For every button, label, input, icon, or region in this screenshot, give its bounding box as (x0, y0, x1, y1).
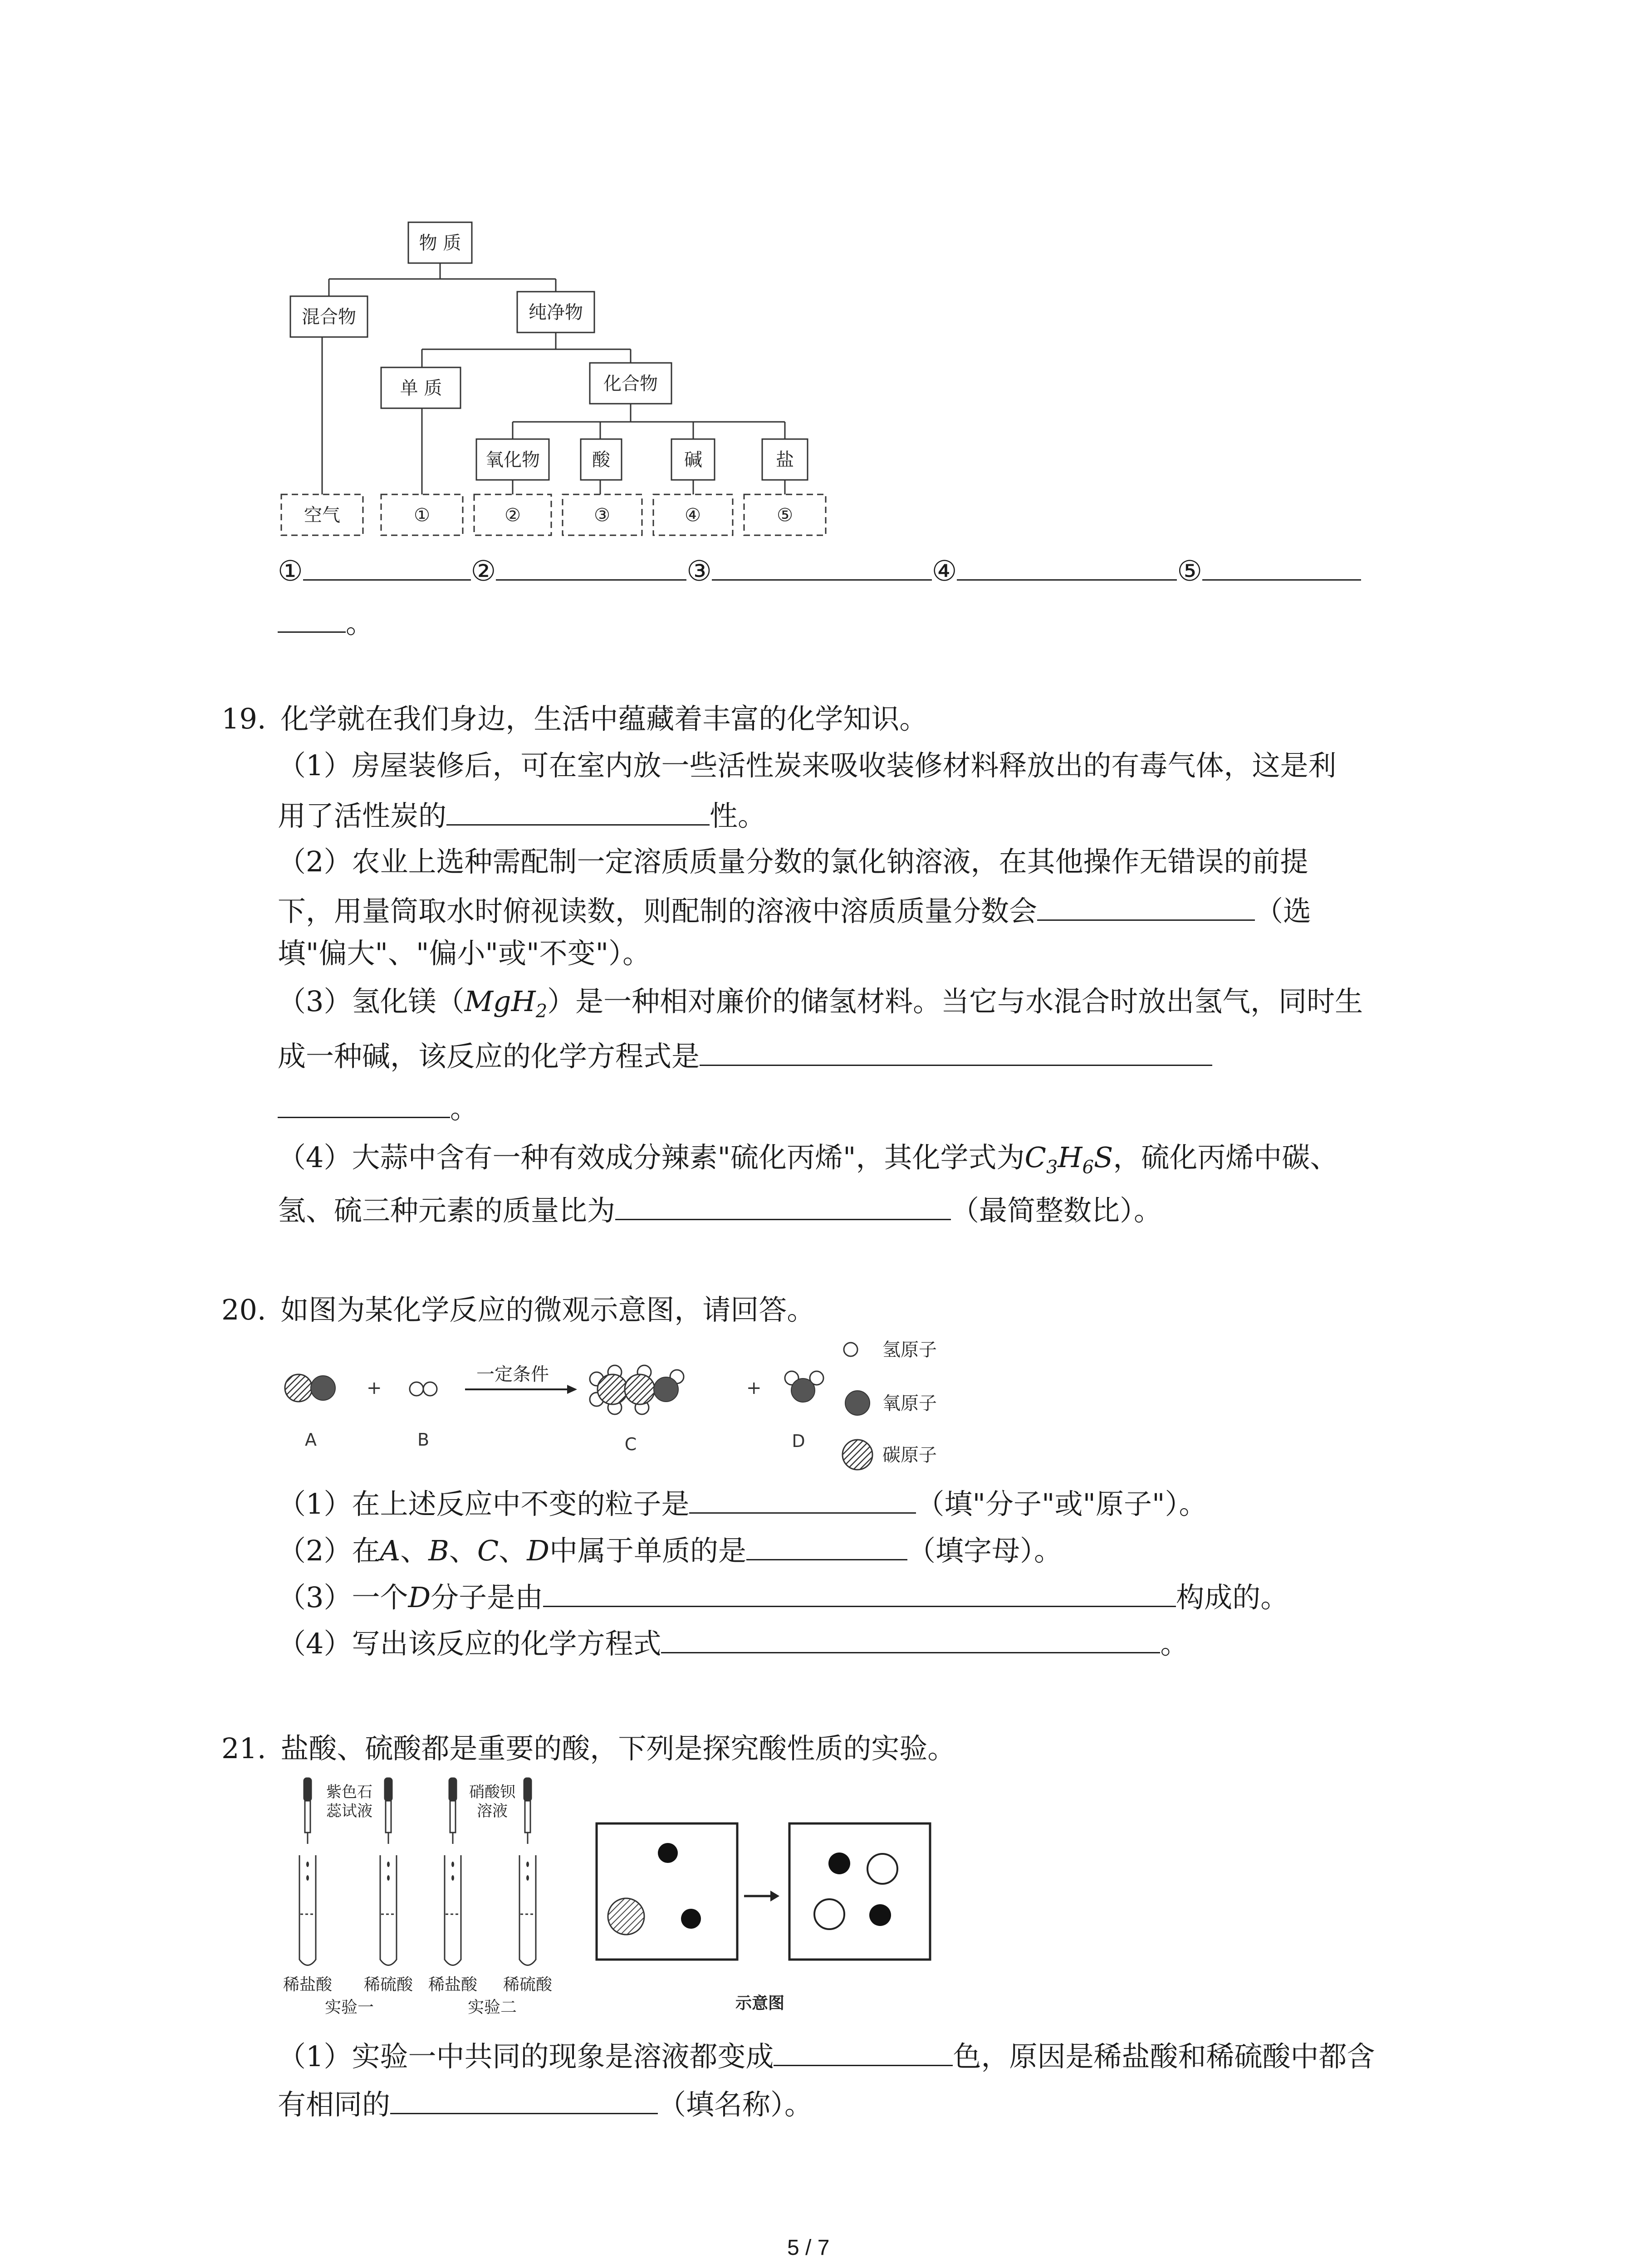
carbon-atom (285, 1374, 312, 1402)
q19-formula-c: C (1024, 1141, 1046, 1174)
white-particle (814, 1899, 844, 1929)
legend-hydrogen-icon (844, 1343, 857, 1356)
q19-part3-blank-cont[interactable] (278, 1089, 450, 1118)
q20-part2-suffix: （填字母）。 (907, 1534, 1063, 1567)
dropper-label-1a: 紫色石 (326, 1783, 372, 1801)
hydrogen-atom (410, 1382, 423, 1396)
label-a: A (305, 1430, 317, 1450)
molecule-c (590, 1365, 684, 1414)
black-particle (658, 1843, 678, 1863)
q19-part3-line3 (278, 1089, 478, 1127)
q18-blank-5[interactable] (1202, 551, 1361, 581)
q18-mark-5: ⑤ (1177, 554, 1202, 587)
reaction-arrowhead (567, 1385, 577, 1394)
q19-part4-line2 (278, 1191, 1162, 1229)
q19-part2-suffix: （选 (1255, 894, 1312, 928)
q19-part3-end: 。 (450, 1092, 479, 1125)
schematic-after (789, 1823, 930, 1960)
tree-label-oxide: 氧化物 (485, 450, 540, 470)
q20-part4-suffix: 。 (1160, 1627, 1189, 1660)
black-particle (681, 1909, 701, 1929)
q18-blank-2[interactable] (496, 551, 686, 581)
molecule-a (285, 1374, 335, 1402)
q20-part3-blank[interactable] (543, 1578, 1176, 1607)
q19-part2-line1: （2）农业上选种需配制一定溶质质量分数的氯化钠溶液，在其他操作无错误的前提 (278, 845, 1308, 878)
q18-answer-line-2 (278, 603, 374, 641)
q20-part3-suffix: 构成的。 (1176, 1581, 1289, 1614)
tree-label-c5: ⑤ (777, 505, 793, 526)
oxygen-atom (791, 1378, 815, 1402)
q19-part2-blank[interactable] (1037, 891, 1255, 921)
test-tube-icon (519, 1855, 536, 1965)
q20-part4 (278, 1624, 1188, 1662)
q21-part1-line2 (278, 2085, 813, 2123)
tree-label-salt: 盐 (776, 450, 794, 470)
q19-part1-line2 (278, 796, 766, 834)
q20-part3-prefix: （3）一个 (278, 1581, 408, 1614)
q19-part1-blank[interactable] (446, 796, 710, 826)
q20-number: 20. (221, 1293, 266, 1326)
q19-part3-blank[interactable] (700, 1036, 1212, 1066)
tube-label-4: 稀硫酸 (503, 1975, 553, 1994)
hydrogen-atom (423, 1382, 437, 1396)
q18-mark-4: ④ (931, 554, 957, 587)
q18-end: 。 (346, 606, 374, 640)
q19-formula-s: S (1093, 1141, 1113, 1174)
q21-part1-prefix: （1）实验一中共同的现象是溶液都变成 (278, 2040, 774, 2073)
q21-part1-line2-prefix: 有相同的 (278, 2088, 391, 2121)
tree-label-acid: 酸 (592, 450, 610, 470)
dropper-label-2a: 硝酸钡 (469, 1783, 515, 1801)
dropper-icon (449, 1778, 456, 1844)
q20-part1 (278, 1484, 1207, 1522)
q18-blank-5-cont[interactable] (278, 603, 346, 633)
q21-stem-text: 盐酸、硫酸都是重要的酸，下列是探究酸性质的实验。 (280, 1732, 956, 1765)
tree-label-c1: ① (414, 505, 430, 526)
experiment-1-label: 实验一 (324, 1998, 374, 2017)
q20-part3-letter-d: D (408, 1581, 431, 1614)
q19-part2-prefix: 下，用量筒取水时俯视读数，则配制的溶液中溶质质量分数会 (278, 894, 1038, 928)
tree-label-c4: ④ (685, 505, 701, 526)
q19-part3-suffix: ）是一种相对廉价的储氢材料。当它与水混合时放出氢气，同时生 (547, 985, 1363, 1018)
q21-part1-blank-2[interactable] (390, 2085, 658, 2114)
q19-part4-line2-suffix: （最简整数比）。 (951, 1194, 1162, 1227)
tree-label-compound: 化合物 (603, 373, 658, 394)
schematic-arrowhead (770, 1891, 779, 1901)
q20-part4-prefix: （4）写出该反应的化学方程式 (278, 1627, 661, 1660)
label-b: B (417, 1430, 430, 1450)
q20-part2-prefix: （2）在 (278, 1534, 380, 1567)
q18-blank-4[interactable] (957, 551, 1177, 581)
q19-part1-prefix: 用了活性炭的 (278, 799, 447, 832)
reaction-microscopic-diagram (272, 1331, 975, 1481)
q20-part3-mid: 分子是由 (431, 1581, 544, 1614)
tube-label-1: 稀盐酸 (283, 1975, 333, 1994)
q21-part1-suffix: 色，原因是稀盐酸和稀硫酸中都含 (953, 2040, 1375, 2073)
dropper-label-1b: 蕊试液 (326, 1802, 372, 1820)
q20-part2-mid: 中属于单质的是 (549, 1534, 747, 1567)
legend-hydrogen-label: 氢原子 (882, 1339, 937, 1360)
q20-part2-blank[interactable] (746, 1531, 907, 1560)
q20-letter-a: A (380, 1534, 401, 1567)
tube-label-2: 稀硫酸 (363, 1975, 413, 1994)
q19-formula-c-sub: 3 (1046, 1157, 1058, 1178)
q19-part2-line2 (278, 891, 1311, 929)
q19-part4-line2-prefix: 氢、硫三种元素的质量比为 (278, 1194, 616, 1227)
q20-part2 (278, 1531, 1062, 1569)
test-tube-icon (380, 1855, 397, 1965)
q19-part1-line1: （1）房屋装修后，可在室内放一些活性炭来吸收装修材料释放出的有毒气体，这是利 (278, 749, 1337, 782)
tree-label-c2: ② (505, 505, 521, 526)
q21-part1-line2-suffix: （填名称）。 (658, 2088, 813, 2121)
q19-part3-line2 (278, 1036, 1212, 1075)
q19-part4-suffix: ，硫化丙烯中碳、 (1113, 1141, 1338, 1174)
black-particle (869, 1904, 891, 1926)
carbon-atom (625, 1374, 655, 1404)
q20-sep: 、 (400, 1534, 429, 1567)
test-tube-icon (299, 1855, 316, 1965)
q20-part4-blank[interactable] (661, 1624, 1160, 1653)
plus-sign-1: + (367, 1378, 382, 1398)
q19-stem-text: 化学就在我们身边，生活中蕴藏着丰富的化学知识。 (280, 702, 928, 735)
tree-label-element: 单 质 (400, 378, 442, 399)
black-particle (828, 1853, 850, 1874)
q19-part4-blank[interactable] (615, 1191, 951, 1220)
test-tube-icon (445, 1855, 461, 1965)
dropper-icon (385, 1778, 392, 1844)
tree-label-pure: 纯净物 (529, 302, 583, 323)
label-d: D (792, 1431, 805, 1451)
q19-number: 19. (221, 702, 266, 735)
tree-label-root: 物 质 (419, 233, 461, 254)
tree-label-mixture: 混合物 (302, 307, 356, 327)
q21-part1-blank-1[interactable] (774, 2037, 953, 2066)
q19-stem (221, 701, 927, 737)
page-number: 5 / 7 (787, 2236, 830, 2260)
q20-part1-blank[interactable] (689, 1484, 916, 1514)
q18-blank-3[interactable] (712, 551, 932, 581)
atom-legend (843, 1339, 937, 1470)
q21-number: 21. (221, 1732, 266, 1765)
tube-label-3: 稀盐酸 (428, 1975, 478, 1994)
q18-mark-2: ② (470, 554, 496, 587)
test-tube-group (299, 1855, 536, 1965)
tree-label-air: 空气 (304, 505, 340, 526)
q20-stem-text: 如图为某化学反应的微观示意图，请回答。 (280, 1293, 815, 1326)
oxygen-atom (654, 1377, 678, 1402)
q18-blank-1[interactable] (303, 551, 471, 581)
dropper-label-2b: 溶液 (477, 1802, 508, 1820)
q20-stem (221, 1292, 815, 1328)
q19-formula-mgh2: MgH (464, 985, 536, 1018)
reaction-condition: 一定条件 (476, 1364, 549, 1385)
legend-oxygen-icon (845, 1391, 870, 1415)
classification-tree-diagram (272, 213, 839, 549)
q19-formula-h-sub: 6 (1082, 1157, 1094, 1178)
q19-formula-h: H (1058, 1141, 1083, 1174)
legend-oxygen-label: 氧原子 (882, 1393, 937, 1414)
label-c: C (624, 1434, 637, 1454)
q20-part1-prefix: （1）在上述反应中不变的粒子是 (278, 1487, 690, 1520)
q18-mark-1: ① (278, 554, 303, 587)
q19-part3-line2-prefix: 成一种碱，该反应的化学方程式是 (278, 1040, 700, 1073)
tree-label-base: 碱 (684, 450, 702, 470)
q20-part3 (278, 1578, 1288, 1616)
q19-part2-line3: 填"偏大"、"偏小"或"不变"）。 (278, 937, 651, 970)
q20-sep: 、 (449, 1534, 477, 1567)
q21-stem (221, 1730, 955, 1767)
carbon-atom (598, 1374, 627, 1404)
q19-part4-line1 (278, 1139, 1338, 1185)
oxygen-atom (311, 1376, 335, 1400)
legend-carbon-icon (843, 1440, 872, 1470)
q20-part1-suffix: （填"分子"或"原子"）。 (916, 1487, 1207, 1520)
q19-part1-suffix: 性。 (710, 799, 766, 832)
acid-experiment-diagram (272, 1769, 962, 2023)
molecule-b (410, 1382, 437, 1396)
q19-part3-prefix: （3）氢化镁（ (278, 985, 465, 1018)
q21-part1-line1 (278, 2037, 1375, 2075)
white-particle (867, 1854, 897, 1884)
q19-part3-line1 (278, 983, 1363, 1029)
legend-carbon-label: 碳原子 (882, 1445, 937, 1466)
schematic-caption: 示意图 (735, 1994, 785, 2013)
q18-answer-line (278, 551, 1361, 589)
q20-letter-b: B (428, 1534, 449, 1567)
q19-part4-prefix: （4）大蒜中含有一种有效成分辣素"硫化丙烯"，其化学式为 (278, 1141, 1025, 1174)
q20-letter-d: D (527, 1534, 550, 1567)
dropper-icon (304, 1778, 311, 1844)
hatched-particle (608, 1898, 644, 1935)
q18-mark-3: ③ (686, 554, 712, 587)
dropper-icon (524, 1778, 531, 1844)
q20-letter-c: C (477, 1534, 499, 1567)
experiment-2-label: 实验二 (467, 1998, 517, 2017)
molecule-d (785, 1371, 823, 1402)
q19-formula-mgh2-sub: 2 (535, 1001, 548, 1022)
plus-sign-2: + (746, 1378, 762, 1398)
q20-sep: 、 (499, 1534, 527, 1567)
tree-label-c3: ③ (594, 505, 610, 526)
